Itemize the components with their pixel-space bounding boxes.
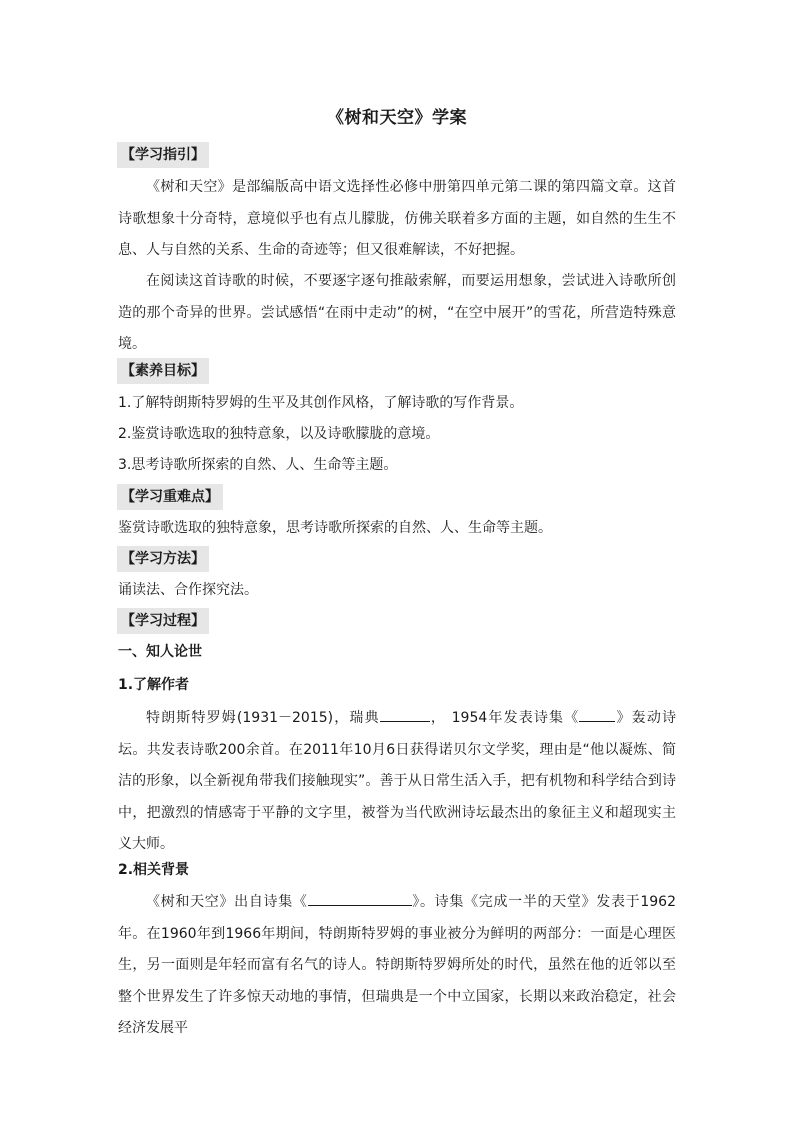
document-title: 《树和天空》学案 bbox=[327, 108, 467, 128]
author-text-1: 特朗斯特罗姆(1931－2015)，瑞典 bbox=[146, 710, 380, 726]
author-text-2: ， 1954年发表诗集《 bbox=[429, 710, 580, 726]
goal-item-3: 3.思考诗歌所探索的自然、人、生命等主题。 bbox=[118, 457, 398, 473]
background-text-2: 》。诗集《完成一半的天堂》发表于1962年。在1960年到1966年期间，特朗斯特罗姆的事业被分为鲜明的两部分：一面是心理医生，另一面则是年轻而富有名气的诗人。特朗斯特罗姆所处的时代，虽然在他的近邻以至整个世界发生了许多惊天动地的事情，但瑞典是一个中立国家，长期以来政治稳定，社会经济发展平 bbox=[118, 894, 676, 1036]
heading-study-method: 【学习方法】 bbox=[117, 546, 209, 572]
heading-study-guide: 【学习指引】 bbox=[117, 142, 209, 168]
study-method-text: 诵读法、合作探究法。 bbox=[118, 582, 258, 598]
background-text-1: 《树和天空》出自诗集《 bbox=[146, 894, 308, 910]
author-text-3: 》轰动诗坛。共发表诗歌200余首。在2011年10月6日获得诺贝尔文学奖，理由是“他以凝炼、简洁的形象，以全新视角带我们接触现实”。善于从日常生活入手，把有机物和科学结合到诗中，把激烈的情感寄于平静的文字里，被誉为当代欧洲诗坛最杰出的象征主义和超现实主义大师。 bbox=[118, 710, 676, 852]
author-blank-1[interactable] bbox=[380, 707, 430, 722]
part-1-heading: 一、知人论世 bbox=[118, 644, 202, 660]
heading-key-points: 【学习重难点】 bbox=[117, 484, 223, 510]
guide-paragraph-1: 《树和天空》是部编版高中语文选择性必修中册第四单元第二课的第四篇文章。这首诗歌想象十分奇特，意境似乎也有点儿朦胧，仿佛关联着多方面的主题，如自然的生生不息、人与自然的关系、生命的奇迹等；但又很难解读，不好把握。 bbox=[118, 179, 676, 258]
sub-heading-author: 1.了解作者 bbox=[118, 677, 190, 693]
background-paragraph bbox=[118, 887, 676, 1045]
author-paragraph bbox=[118, 703, 676, 861]
goal-item-2: 2.鉴赏诗歌选取的独特意象，以及诗歌朦胧的意境。 bbox=[118, 426, 440, 442]
sub-heading-background: 2.相关背景 bbox=[118, 862, 190, 878]
goal-item-1: 1.了解特朗斯特罗姆的生平及其创作风格，了解诗歌的写作背景。 bbox=[118, 395, 524, 411]
heading-study-process: 【学习过程】 bbox=[117, 608, 209, 634]
key-points-text: 鉴赏诗歌选取的独特意象，思考诗歌所探索的自然、人、生命等主题。 bbox=[118, 520, 552, 536]
background-blank[interactable] bbox=[308, 891, 412, 906]
guide-paragraph-2: 在阅读这首诗歌的时候，不要逐字逐句推敲索解，而要运用想象，尝试进入诗歌所创造的那个奇异的世界。尝试感悟“在雨中走动”的树，“在空中展开”的雪花，所营造特殊意境。 bbox=[118, 273, 676, 352]
author-blank-2[interactable] bbox=[579, 707, 615, 722]
heading-competency-goals: 【素养目标】 bbox=[117, 358, 209, 384]
